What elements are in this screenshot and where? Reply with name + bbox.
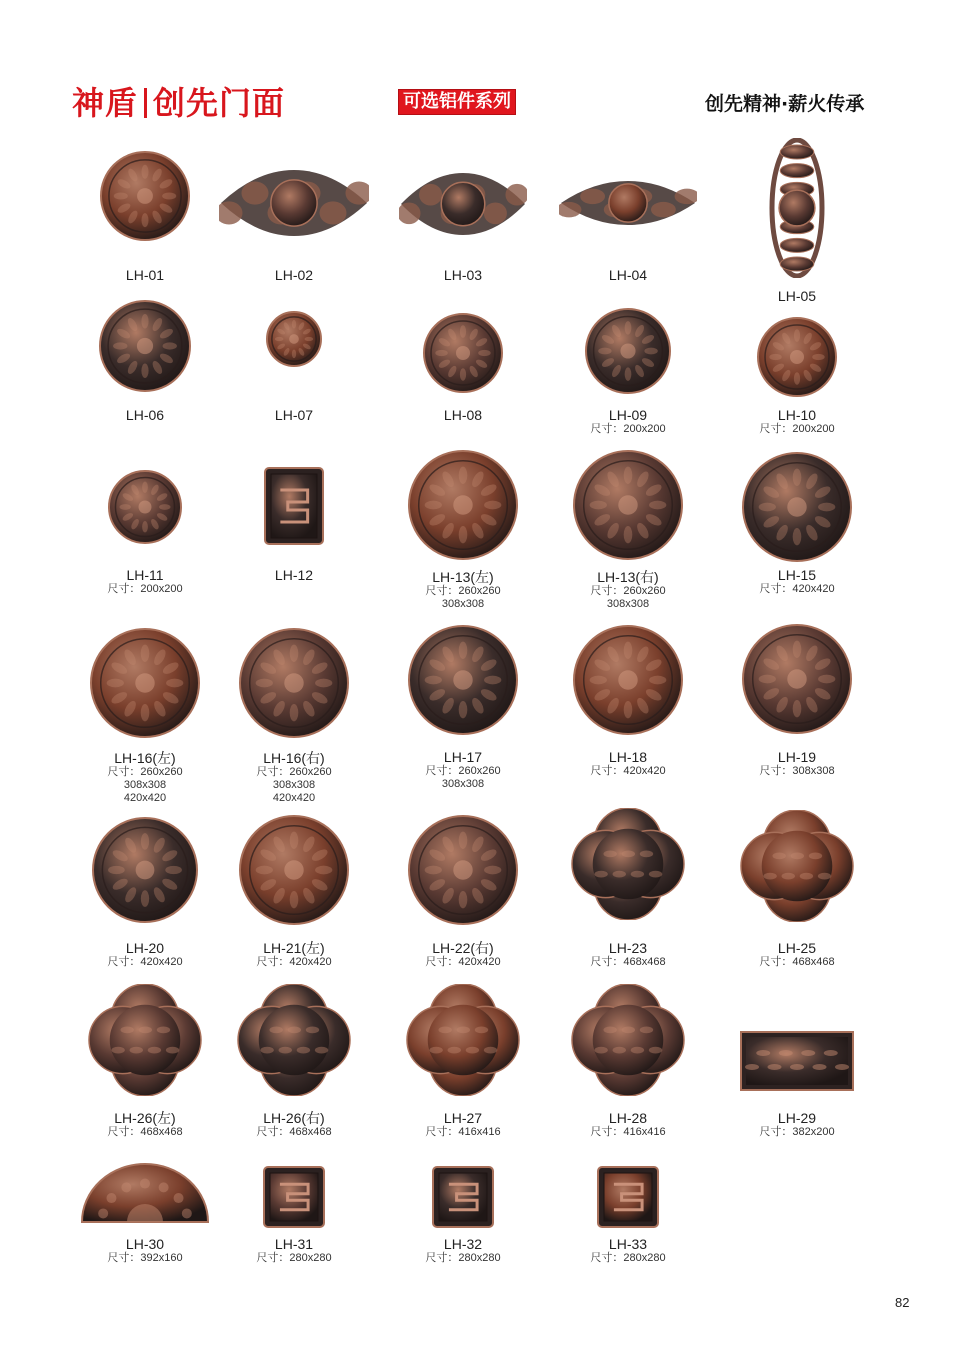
product-image xyxy=(742,624,852,738)
product-item xyxy=(378,1110,548,1139)
product-item xyxy=(60,1110,230,1139)
product-image-svg xyxy=(266,311,322,367)
product-item xyxy=(543,1110,713,1139)
product-code: LH-15 xyxy=(777,567,817,583)
product-image-svg xyxy=(769,138,825,278)
product-size: 尺寸：200x200 xyxy=(759,423,835,435)
product-image-svg xyxy=(408,450,518,560)
product-image-svg xyxy=(263,466,325,546)
product-image xyxy=(90,628,200,742)
product-item xyxy=(712,1110,882,1139)
product-item xyxy=(543,569,713,611)
brand-divider xyxy=(144,88,147,118)
product-item xyxy=(60,750,230,805)
product-image xyxy=(573,625,683,739)
product-image-svg xyxy=(408,815,518,925)
product-image-svg xyxy=(742,452,852,562)
product-item xyxy=(60,940,230,969)
product-image xyxy=(239,628,349,742)
product-code: LH-32 xyxy=(443,1236,483,1252)
product-image xyxy=(80,1162,210,1228)
product-image-svg xyxy=(742,624,852,734)
product-code: LH-33 xyxy=(608,1236,648,1252)
product-code: LH-19 xyxy=(777,749,817,765)
product-code: LH-26(右) xyxy=(263,1110,325,1126)
product-size: 尺寸：200x200 xyxy=(107,583,183,595)
product-item xyxy=(543,1236,713,1265)
product-code: LH-07 xyxy=(274,407,314,423)
product-code: LH-21(左) xyxy=(263,940,325,956)
product-item xyxy=(378,267,548,283)
product-size: 尺寸：468x468 xyxy=(759,956,835,968)
product-image xyxy=(559,174,697,236)
product-code: LH-26(左) xyxy=(114,1110,176,1126)
product-image-svg xyxy=(237,984,351,1096)
product-image-svg xyxy=(239,815,349,925)
product-size: 尺寸：468x468 xyxy=(590,956,666,968)
product-code: LH-13(左) xyxy=(432,569,494,585)
product-image xyxy=(740,810,854,926)
product-image xyxy=(571,808,685,924)
product-size: 尺寸：468x468 xyxy=(256,1126,332,1138)
product-image-svg xyxy=(99,300,191,392)
product-item xyxy=(543,940,713,969)
product-image-svg xyxy=(740,1031,854,1091)
product-image xyxy=(423,313,503,397)
series-title: 可选铝件系列 xyxy=(398,89,516,115)
product-image xyxy=(585,308,671,398)
product-image-svg xyxy=(262,1165,326,1229)
product-image xyxy=(266,311,322,371)
product-image xyxy=(408,450,518,564)
product-image-svg xyxy=(92,817,198,923)
product-code: LH-29 xyxy=(777,1110,817,1126)
product-image-svg xyxy=(573,625,683,735)
product-size: 尺寸：200x200 xyxy=(590,423,666,435)
product-image xyxy=(408,625,518,739)
product-image-svg xyxy=(596,1165,660,1229)
product-item xyxy=(543,749,713,778)
product-image-svg xyxy=(559,174,697,232)
product-code: LH-03 xyxy=(443,267,483,283)
product-image xyxy=(596,1165,660,1233)
product-image xyxy=(92,817,198,927)
product-item xyxy=(60,567,230,596)
product-item xyxy=(378,749,548,791)
product-size: 尺寸：392x160 xyxy=(107,1252,183,1264)
product-code: LH-20 xyxy=(125,940,165,956)
product-image-svg xyxy=(88,984,202,1096)
product-image xyxy=(263,466,325,550)
brand-logo xyxy=(72,78,285,124)
product-image xyxy=(740,1031,854,1095)
product-item xyxy=(378,1236,548,1265)
product-size: 尺寸：308x308 xyxy=(759,765,835,777)
product-code: LH-27 xyxy=(443,1110,483,1126)
product-size: 尺寸：280x280 xyxy=(425,1252,501,1264)
product-size: 尺寸：280x280 xyxy=(256,1252,332,1264)
product-image xyxy=(571,984,685,1100)
product-code: LH-28 xyxy=(608,1110,648,1126)
product-image-svg xyxy=(571,808,685,920)
product-size: 尺寸：420x420 xyxy=(590,765,666,777)
product-item xyxy=(712,407,882,436)
product-item xyxy=(209,940,379,969)
product-image xyxy=(757,317,837,401)
product-code: LH-17 xyxy=(443,749,483,765)
product-image xyxy=(431,1165,495,1233)
product-item xyxy=(60,267,230,283)
product-image xyxy=(406,984,520,1100)
product-code: LH-08 xyxy=(443,407,483,423)
brand-left: 神盾 xyxy=(72,84,139,122)
product-image-svg xyxy=(239,628,349,738)
product-image-svg xyxy=(100,151,190,241)
product-code: LH-25 xyxy=(777,940,817,956)
product-code: LH-23 xyxy=(608,940,648,956)
product-item xyxy=(543,267,713,283)
product-code: LH-31 xyxy=(274,1236,314,1252)
product-size: 尺寸：382x200 xyxy=(759,1126,835,1138)
product-image-svg xyxy=(399,171,527,237)
product-code: LH-13(右) xyxy=(597,569,659,585)
product-image-svg xyxy=(406,984,520,1096)
product-size: 尺寸：420x420 xyxy=(107,956,183,968)
product-item xyxy=(378,940,548,969)
product-code: LH-30 xyxy=(125,1236,165,1252)
product-size: 308x308 xyxy=(441,598,485,610)
product-code: LH-16(右) xyxy=(263,750,325,766)
product-size: 尺寸：260x260 xyxy=(590,585,666,597)
product-image-svg xyxy=(108,470,182,544)
product-image-svg xyxy=(408,625,518,735)
product-image-svg xyxy=(80,1162,210,1224)
brand-right: 创先门面 xyxy=(153,84,286,122)
product-image-svg xyxy=(573,450,683,560)
product-code: LH-09 xyxy=(608,407,648,423)
product-item xyxy=(712,749,882,778)
product-item xyxy=(209,1236,379,1265)
product-size: 尺寸：416x416 xyxy=(590,1126,666,1138)
product-image xyxy=(88,984,202,1100)
product-image xyxy=(99,300,191,396)
product-size: 尺寸：260x260 xyxy=(256,766,332,778)
product-size: 308x308 xyxy=(606,598,650,610)
product-image xyxy=(219,168,369,242)
product-image-svg xyxy=(423,313,503,393)
product-image-svg xyxy=(90,628,200,738)
product-code: LH-18 xyxy=(608,749,648,765)
product-size: 308x308 xyxy=(123,779,167,791)
product-code: LH-06 xyxy=(125,407,165,423)
product-image-svg xyxy=(219,168,369,238)
product-image xyxy=(239,815,349,929)
slogan: 创先精神·薪火传承 xyxy=(705,93,865,115)
product-size: 尺寸：468x468 xyxy=(107,1126,183,1138)
product-size: 420x420 xyxy=(123,792,167,804)
product-item xyxy=(712,940,882,969)
product-item xyxy=(209,267,379,283)
product-size: 尺寸：420x420 xyxy=(256,956,332,968)
product-image xyxy=(100,151,190,245)
product-code: LH-05 xyxy=(777,288,817,304)
product-size: 尺寸：416x416 xyxy=(425,1126,501,1138)
product-item xyxy=(712,567,882,596)
product-code: LH-02 xyxy=(274,267,314,283)
product-item xyxy=(209,1110,379,1139)
product-code: LH-10 xyxy=(777,407,817,423)
product-code: LH-11 xyxy=(126,567,164,583)
product-code: LH-22(右) xyxy=(432,940,494,956)
product-item xyxy=(378,569,548,611)
product-image-svg xyxy=(757,317,837,397)
product-image xyxy=(742,452,852,566)
product-size: 尺寸：260x260 xyxy=(107,766,183,778)
product-image-svg xyxy=(585,308,671,394)
product-image xyxy=(262,1165,326,1233)
product-image xyxy=(399,171,527,241)
product-size: 尺寸：260x260 xyxy=(425,765,501,777)
product-item xyxy=(209,407,379,423)
product-item xyxy=(378,407,548,423)
page-number: 82 xyxy=(895,1295,910,1310)
product-size: 420x420 xyxy=(272,792,316,804)
product-item xyxy=(543,407,713,436)
product-code: LH-12 xyxy=(274,567,314,583)
product-image xyxy=(573,450,683,564)
product-size: 尺寸：280x280 xyxy=(590,1252,666,1264)
product-size: 尺寸：420x420 xyxy=(425,956,501,968)
product-item xyxy=(712,288,882,304)
product-image xyxy=(769,138,825,282)
product-size: 308x308 xyxy=(441,778,485,790)
product-image xyxy=(237,984,351,1100)
product-image xyxy=(408,815,518,929)
product-image-svg xyxy=(740,810,854,922)
product-item xyxy=(60,407,230,423)
product-image xyxy=(108,470,182,548)
product-image-svg xyxy=(571,984,685,1096)
product-code: LH-04 xyxy=(608,267,648,283)
product-item xyxy=(209,750,379,805)
product-item xyxy=(60,1236,230,1265)
product-image-svg xyxy=(431,1165,495,1229)
product-code: LH-16(左) xyxy=(114,750,176,766)
product-item xyxy=(209,567,379,583)
product-size: 尺寸：420x420 xyxy=(759,583,835,595)
product-code: LH-01 xyxy=(125,267,165,283)
product-size: 308x308 xyxy=(272,779,316,791)
product-size: 尺寸：260x260 xyxy=(425,585,501,597)
